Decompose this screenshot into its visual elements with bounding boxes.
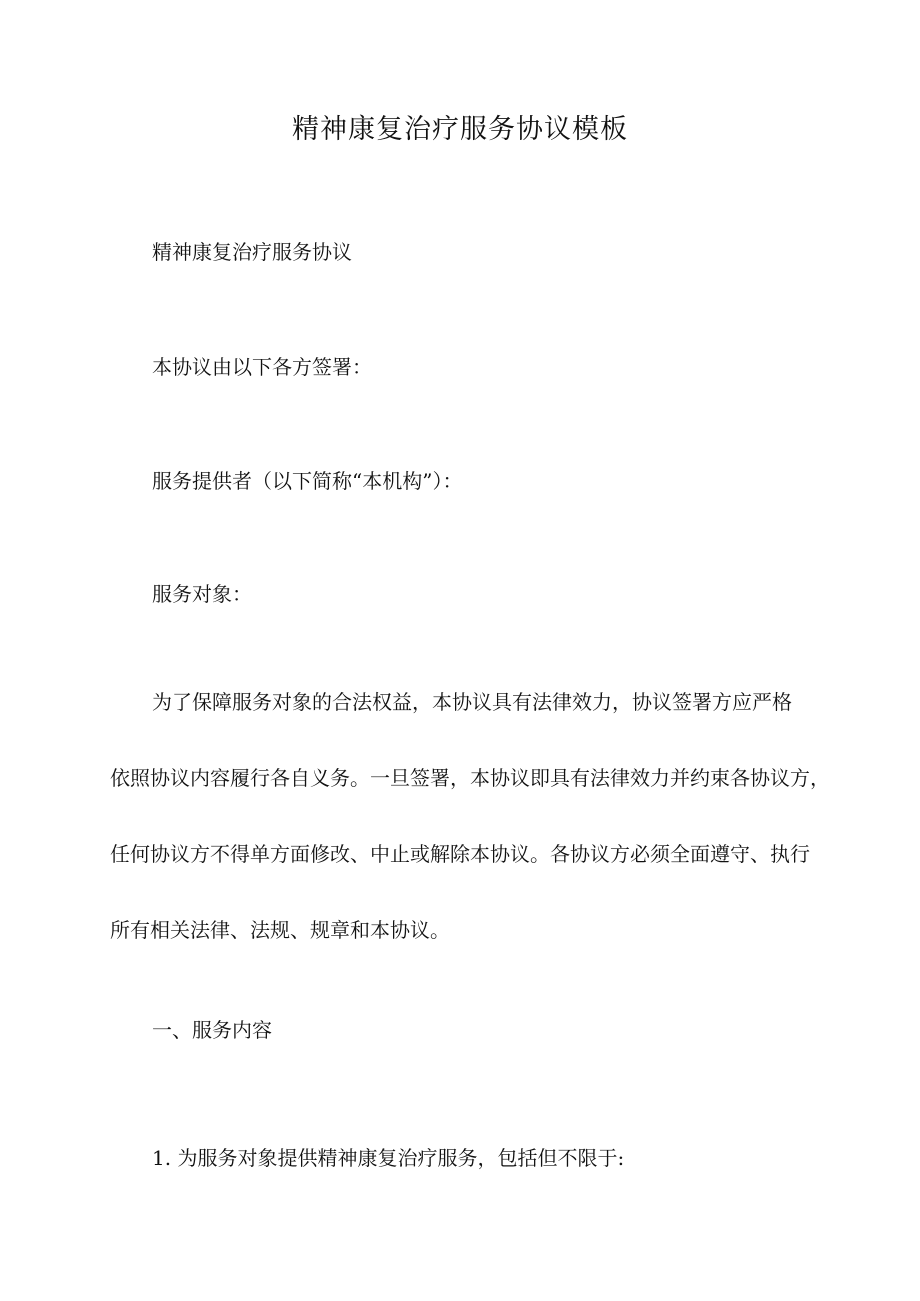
preamble-line: 任何协议方不得单方面修改、中止或解除本协议。各协议方必须全面遵守、执行 <box>110 842 810 866</box>
list-item-1: 1. 为服务对象提供精神康复治疗服务，包括但不限于: <box>152 1146 625 1170</box>
preamble-paragraph <box>110 688 830 992</box>
provider-line: 服务提供者（以下简称“本机构”）： <box>152 469 463 493</box>
document-title: 精神康复治疗服务协议模板 <box>292 114 628 145</box>
preamble-line: 所有相关法律、法规、规章和本协议。 <box>110 918 450 942</box>
preamble-line: 依照协议内容履行各自义务。一旦签署，本协议即具有法律效力并约束各协议方， <box>110 766 830 790</box>
signing-intro: 本协议由以下各方签署： <box>152 355 372 379</box>
recipient-line: 服务对象： <box>152 582 252 606</box>
agreement-subtitle: 精神康复治疗服务协议 <box>152 240 352 264</box>
section-heading-service-content: 一、服务内容 <box>152 1018 272 1042</box>
preamble-line: 为了保障服务对象的合法权益，本协议具有法律效力，协议签署方应严格 <box>152 690 792 714</box>
